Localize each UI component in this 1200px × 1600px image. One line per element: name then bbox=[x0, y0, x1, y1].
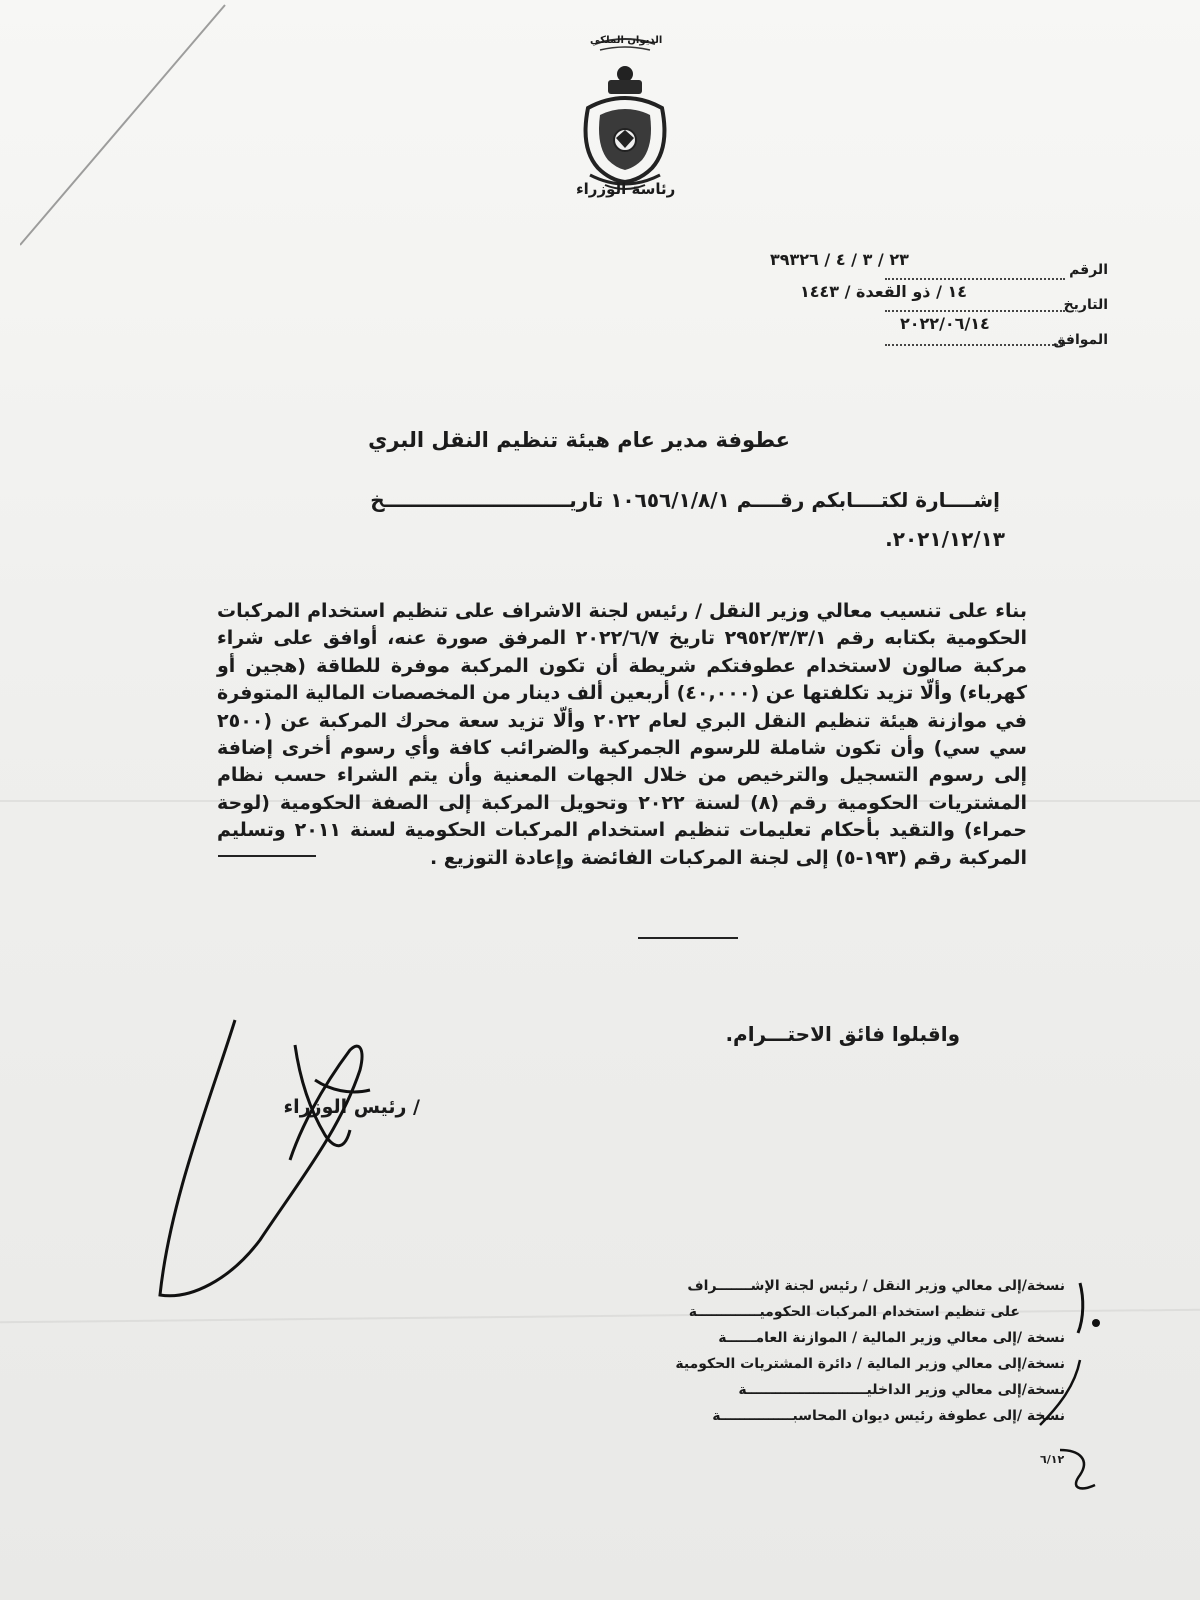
letter-body: بناء على تنسيب معالي وزير النقل / رئيس لجنة الاشراف على تنظيم استخدام المركبات الحكومية بكتابه رقم ٢٩٥٢/٣/٣/١ تاريخ ٢٠٢٢/٦/٧ المرفق صورة عنه، أوافق على شراء مركبة صالون لاستخدام عطوفتكم شريطة أن تكون المركبة موفرة للطاقة (هجين أو كهرباء) وألّا تزيد تكلفتها عن (٤٠,٠٠٠) أربعين ألف دينار من المخصصات المالية المتوفرة في موازنة هيئة تنظيم النقل البري لعام ٢٠٢٢ وألّا تزيد سعة محرك المركبة عن (٢٥٠٠ سي سي) وأن تكون شاملة للرسوم الجمركية والضرائب كافة وأي رسوم أخرى إضافة إلى رسوم التسجيل والترخيص من خلال الجهات المعنية وأن يتم الشراء حسب نظام المشتريات الحكومية رقم (٨) لسنة ٢٠٢٢ وتحويل المركبة إلى الصفة الحكومية (لوحة حمراء) والتقيد بأحكام تعليمات تنظيم استخدام المركبات الحكومية لسنة ٢٠١١ وتسليم المركبة رقم (١٩٣-٥) إلى لجنة المركبات الفائضة وإعادة التوزيع . bbox=[217, 600, 1028, 869]
handwritten-date: ٦/١٢ bbox=[1040, 1453, 1065, 1466]
handwritten-signature bbox=[150, 1010, 410, 1320]
copy-line: نسخة /إلى معالي وزير المالية / الموازنة العامــــــة bbox=[718, 1330, 1065, 1346]
hijri-date-value: ١٤ / ذو القعدة / ١٤٤٣ bbox=[800, 282, 968, 301]
gregorian-date-value: ٢٠٢٢/٠٦/١٤ bbox=[900, 314, 990, 333]
copy-line: نسخة/إلى معالي وزير النقل / رئيس لجنة الإشـــــــراف bbox=[687, 1278, 1065, 1294]
closing-remark: واقبلوا فائق الاحتـــرام. bbox=[725, 1022, 960, 1046]
date-dotted-line bbox=[885, 310, 1065, 312]
copy-line: على تنظيم استخدام المركبات الحكوميـــــــــــــة bbox=[688, 1304, 1020, 1320]
office-name: رئاسة الوزراء bbox=[576, 180, 676, 198]
signatory-title: / رئيس الوزراء bbox=[283, 1096, 420, 1118]
addressee: عطوفة مدير عام هيئة تنظيم النقل البري bbox=[368, 428, 790, 452]
copy-line: نسخة/إلى معالي وزير الداخليـــــــــــــــــــــــــة bbox=[738, 1382, 1065, 1398]
number-label: الرقم bbox=[1069, 262, 1108, 278]
handwritten-underline bbox=[638, 937, 738, 939]
equivalent-label: الموافق bbox=[1053, 332, 1108, 348]
handwritten-initial-stroke bbox=[1030, 1355, 1090, 1435]
number-dotted-line bbox=[885, 278, 1065, 280]
reference-line-1: إشــــارة لكتــــابكم رقــــم ١٠٦٥٦/١/٨/١ تاريـــــــــــــــــــــــــــخ bbox=[370, 488, 1000, 512]
number-value: ٢٣ / ٣ / ٤ / ٣٩٣٢٦ bbox=[770, 250, 909, 269]
crest-top-script: الديوان الملكي bbox=[590, 35, 663, 46]
handwritten-initials bbox=[1040, 1440, 1110, 1500]
copy-line: نسخة/إلى معالي وزير المالية / دائرة المشتريات الحكومية bbox=[675, 1356, 1065, 1372]
handwritten-underline bbox=[218, 855, 316, 857]
copy-line: نسخة /إلى عطوفة رئيس ديوان المحاسبـــــــــــــــة bbox=[712, 1408, 1065, 1424]
copies-list bbox=[595, 1273, 1065, 1429]
date-label: التاريخ bbox=[1063, 297, 1108, 313]
equivalent-dotted-line bbox=[885, 344, 1065, 346]
handwritten-number-mark bbox=[1072, 1278, 1112, 1338]
paper-crease bbox=[20, 0, 240, 250]
reference-line-2: ٢٠٢١/١٢/١٣. bbox=[885, 527, 1005, 551]
